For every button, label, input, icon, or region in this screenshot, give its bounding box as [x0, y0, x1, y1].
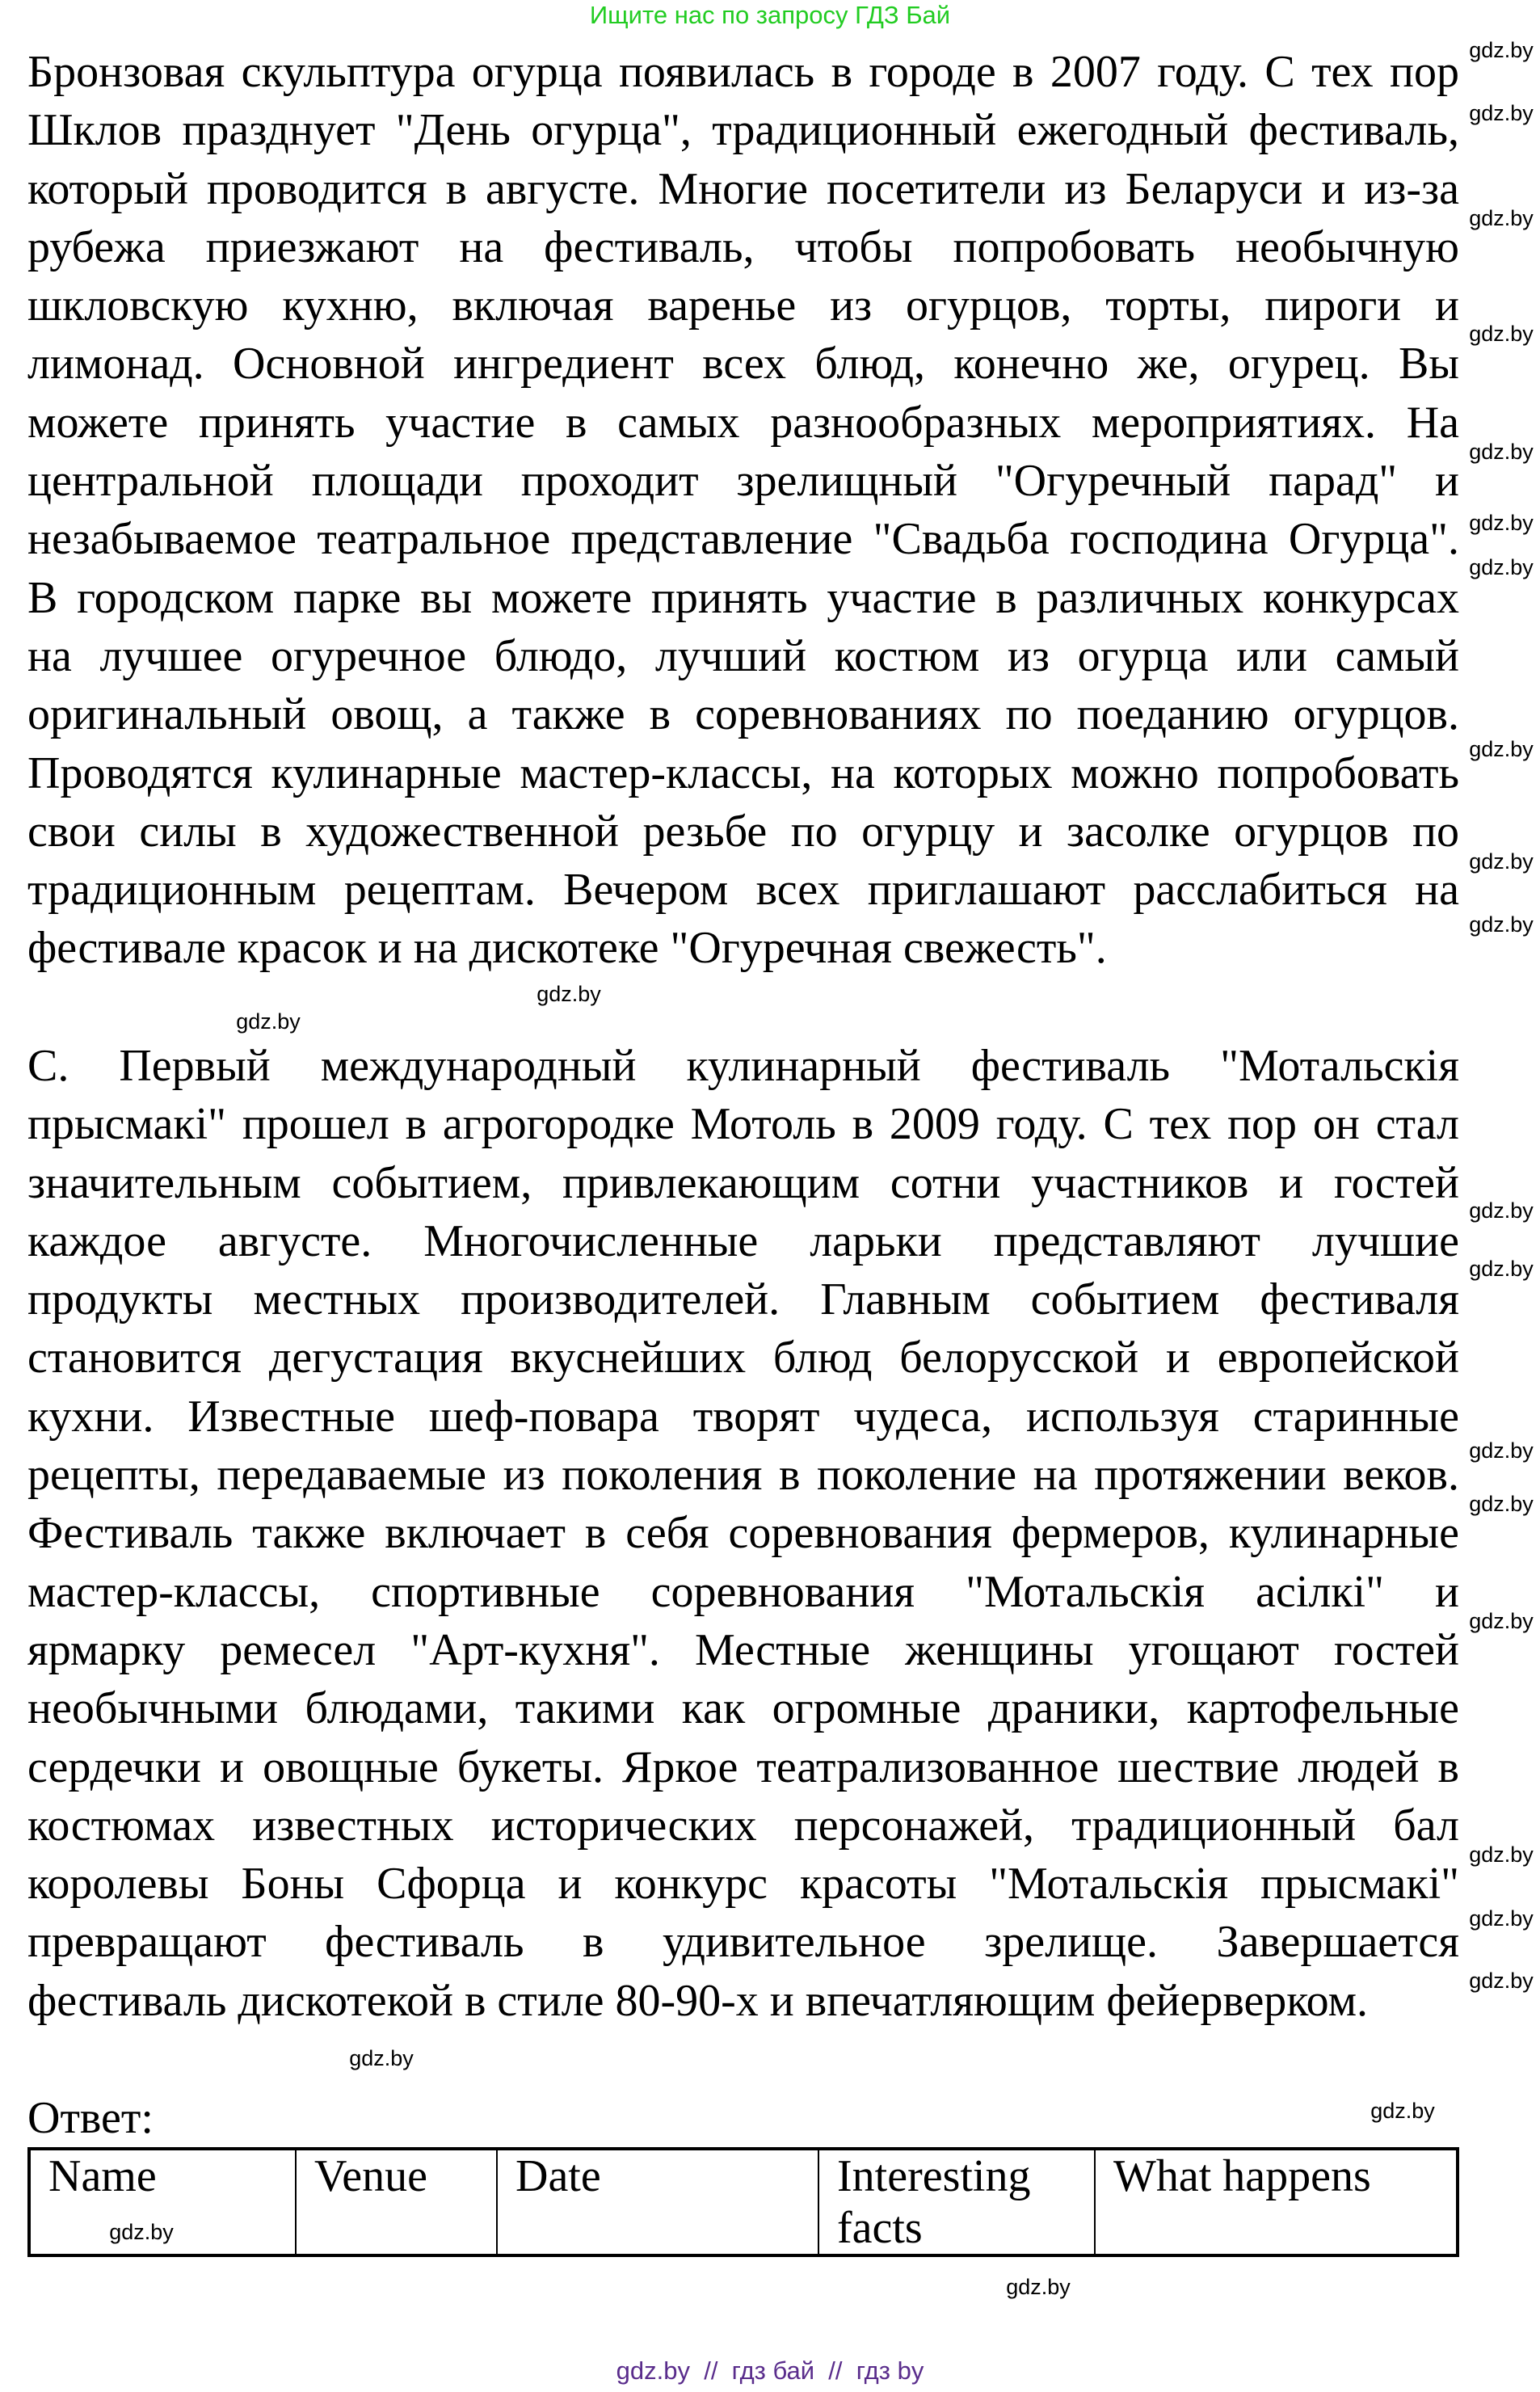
watermark: gdz.by	[1469, 1257, 1534, 1281]
watermark: gdz.by	[1469, 737, 1534, 761]
watermark: gdz.by	[1469, 1198, 1534, 1223]
text-line: рубежа приезжают на фестиваль, чтобы попробовать необычную	[27, 221, 1459, 272]
watermark: gdz.by	[1469, 38, 1534, 62]
text-line: оригинальный овощ, а также в соревнованиях по поеданию огурцов.	[27, 689, 1459, 740]
watermark: gdz.by	[1469, 849, 1534, 874]
text-line: незабываемое театральное представление "Свадьба господина Огурца".	[27, 514, 1459, 565]
paragraph-b	[27, 43, 1459, 978]
text-line: можете принять участие в самых разнообразных мероприятиях. На	[27, 397, 1459, 448]
table-header-row	[29, 2149, 1458, 2255]
header-interesting-facts: Interesting facts	[818, 2149, 1095, 2255]
watermark: gdz.by	[1469, 440, 1534, 464]
text-line: прысмакі" прошел в агрогородке Мотоль в 2009 году. С тех пор он стал	[27, 1099, 1459, 1150]
text-line: на лучшее огуречное блюдо, лучший костюм из огурца или самый	[27, 630, 1459, 681]
text-line: Фестиваль также включает в себя соревнования фермеров, кулинарные	[27, 1508, 1459, 1559]
header-banner: Ищите нас по запросу ГДЗ Бай	[589, 1, 951, 29]
text-line: ярмарку ремесел "Арт-кухня". Местные женщины угощают гостей	[27, 1624, 1459, 1675]
watermark: gdz.by	[349, 2046, 414, 2070]
text-line: рецепты, передаваемые из поколения в поколение на протяжении веков.	[27, 1450, 1459, 1501]
watermark: gdz.by	[1469, 555, 1534, 579]
text-line: который проводится в августе. Многие посетители из Беларуси и из-за	[27, 163, 1459, 214]
watermark: gdz.by	[1370, 2099, 1435, 2123]
watermark: gdz.by	[1469, 1609, 1534, 1633]
text-line: каждое августе. Многочисленные ларьки представляют лучшие	[27, 1215, 1459, 1266]
watermark: gdz.by	[1469, 322, 1534, 346]
text-line: свои силы в художественной резьбе по огурцу и засолке огурцов по	[27, 806, 1459, 857]
watermark: gdz.by	[1469, 101, 1534, 125]
text-line: значительным событием, привлекающим сотни участников и гостей	[27, 1157, 1459, 1208]
text-line: необычными блюдами, такими как огромные драники, картофельные	[27, 1683, 1459, 1734]
text-line: фестиваль дискотекой в стиле 80-90-х и впечатляющим фейерверком.	[27, 1975, 1369, 2026]
text-line: сердечки и овощные букеты. Яркое театрализованное шествие людей в	[27, 1741, 1459, 1792]
watermark: gdz.by	[109, 2220, 174, 2244]
text-line: превращают фестиваль в удивительное зрелище. Завершается	[27, 1917, 1459, 1968]
header-what-happens: What happens	[1095, 2149, 1458, 2255]
paragraph-c	[27, 1037, 1459, 2030]
watermark: gdz.by	[1469, 1438, 1534, 1463]
footer-links: gdz.by // гдз бай // гдз by	[616, 2356, 924, 2385]
watermark: gdz.by	[1006, 2275, 1071, 2299]
text-line: центральной площади проходит зрелищный "Огуречный парад" и	[27, 456, 1459, 507]
header-name: Name	[29, 2149, 296, 2255]
text-line: продукты местных производителей. Главным событием фестиваля	[27, 1274, 1459, 1325]
text-line: лимонад. Основной ингредиент всех блюд, конечно же, огурец. Вы	[27, 339, 1459, 390]
watermark: gdz.by	[1469, 912, 1534, 937]
watermark: gdz.by	[1469, 1492, 1534, 1516]
watermark: gdz.by	[1469, 206, 1534, 230]
text-line: Проводятся кулинарные мастер-классы, на которых можно попробовать	[27, 748, 1459, 798]
text-line: костюмах известных исторических персонажей, традиционный бал	[27, 1800, 1459, 1851]
watermark: gdz.by	[236, 1009, 301, 1034]
text-line: фестивале красок и на дискотеке "Огуречная свежесть".	[27, 923, 1107, 974]
text-line: В городском парке вы можете принять участие в различных конкурсах	[27, 572, 1459, 623]
answer-table	[27, 2147, 1459, 2257]
text-line: традиционным рецептам. Вечером всех приглашают расслабиться на	[27, 865, 1459, 916]
text-line: мастер-классы, спортивные соревнования "Мотальскія асілкі" и	[27, 1566, 1459, 1617]
text-line: королевы Боны Сфорца и конкурс красоты "Мотальскія прысмакі"	[27, 1859, 1459, 1910]
text-line: шкловскую кухню, включая варенье из огурцов, торты, пироги и	[27, 280, 1459, 331]
header-venue: Venue	[296, 2149, 497, 2255]
text-line: С. Первый международный кулинарный фестиваль "Мотальскія	[27, 1041, 1459, 1091]
text-line: становится дегустация вкуснейших блюд белорусской и европейской	[27, 1333, 1459, 1383]
answer-label: Ответ:	[27, 2093, 154, 2143]
watermark: gdz.by	[1469, 511, 1534, 535]
text-line: кухни. Известные шеф-повара творят чудеса, используя старинные	[27, 1391, 1459, 1442]
text-line: Шклов празднует "День огурца", традиционный ежегодный фестиваль,	[27, 105, 1459, 156]
header-date: Date	[497, 2149, 818, 2255]
watermark: gdz.by	[536, 982, 601, 1006]
watermark: gdz.by	[1469, 1906, 1534, 1931]
watermark: gdz.by	[1469, 1969, 1534, 1993]
watermark: gdz.by	[1469, 1842, 1534, 1867]
text-line: Бронзовая скульптура огурца появилась в городе в 2007 году. С тех пор	[27, 47, 1459, 97]
